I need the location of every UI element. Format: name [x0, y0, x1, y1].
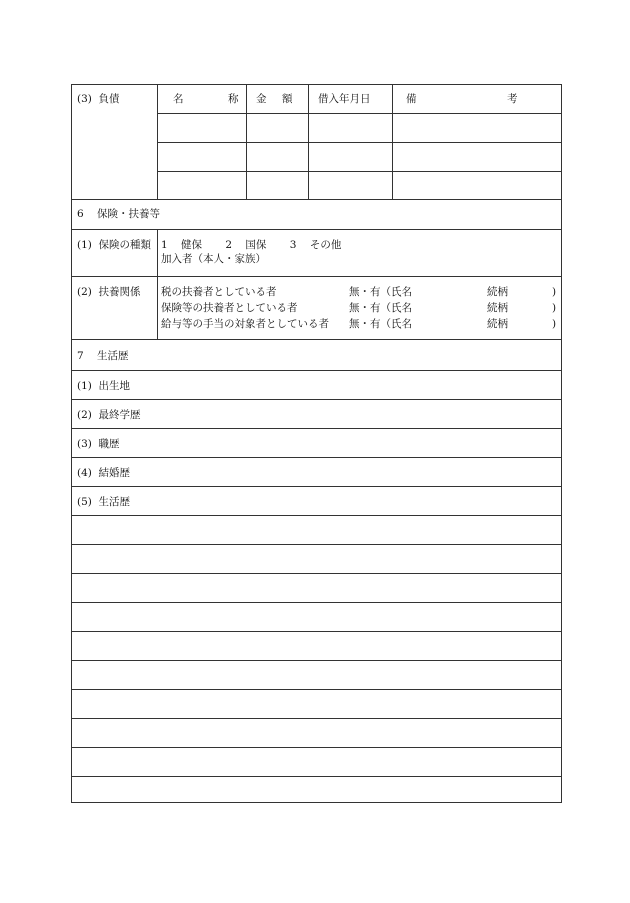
row-line	[71, 515, 562, 516]
debt-label: (3) 負債	[77, 93, 120, 105]
section-line	[71, 339, 562, 340]
row-line	[71, 747, 562, 748]
dependent-desc: 税の扶養者としている者	[161, 286, 277, 298]
dependent-status: 無・有（氏名	[349, 286, 412, 298]
dependent-status: 無・有（氏名	[349, 302, 412, 314]
header-amount-1: 金	[256, 93, 267, 105]
dependent-relation: 続柄	[487, 318, 508, 330]
header-remarks-2: 考	[507, 93, 518, 105]
row-line	[71, 544, 562, 545]
row-line	[71, 776, 562, 777]
insurance-divider	[157, 229, 158, 339]
header-remarks-1: 備	[406, 93, 417, 105]
debt-row-line	[157, 142, 562, 143]
dependent-close: )	[552, 318, 557, 330]
row-line	[71, 660, 562, 661]
insurance-label: (1) 保険の種類	[77, 239, 152, 251]
section-line	[71, 276, 562, 277]
dependent-relation: 続柄	[487, 302, 508, 314]
header-name-1: 名	[173, 93, 184, 105]
insurance-enrollee: 加入者（本人・家族）	[161, 253, 266, 265]
form-frame	[71, 84, 562, 803]
dependent-desc: 給与等の手当の対象者としている者	[161, 318, 329, 330]
history-item: (3) 職歴	[77, 438, 120, 450]
history-item: (4) 結婚歴	[77, 467, 131, 479]
header-borrow-date: 借入年月日	[318, 93, 371, 105]
row-line	[71, 689, 562, 690]
header-amount-2: 額	[282, 93, 293, 105]
section6-title: 6 保険・扶養等	[77, 208, 161, 220]
section7-title: 7 生活歴	[77, 350, 129, 362]
row-line	[71, 370, 562, 371]
header-name-2: 称	[228, 93, 239, 105]
history-item: (2) 最終学歴	[77, 409, 141, 421]
row-line	[71, 486, 562, 487]
insurance-types: 1 健保 2 国保 3 その他	[161, 239, 342, 251]
row-line	[71, 428, 562, 429]
debt-row-line	[157, 113, 562, 114]
history-item: (1) 出生地	[77, 380, 131, 392]
section-line	[71, 229, 562, 230]
section-line	[71, 199, 562, 200]
dependents-label: (2) 扶養関係	[77, 286, 141, 298]
dependent-relation: 続柄	[487, 286, 508, 298]
dependent-close: )	[552, 302, 557, 314]
row-line	[71, 573, 562, 574]
dependent-status: 無・有（氏名	[349, 318, 412, 330]
history-item: (5) 生活歴	[77, 496, 131, 508]
row-line	[71, 602, 562, 603]
debt-row-line	[157, 171, 562, 172]
row-line	[71, 457, 562, 458]
row-line	[71, 631, 562, 632]
dependent-close: )	[552, 286, 557, 298]
dependent-desc: 保険等の扶養者としている者	[161, 302, 298, 314]
row-line	[71, 718, 562, 719]
row-line	[71, 399, 562, 400]
